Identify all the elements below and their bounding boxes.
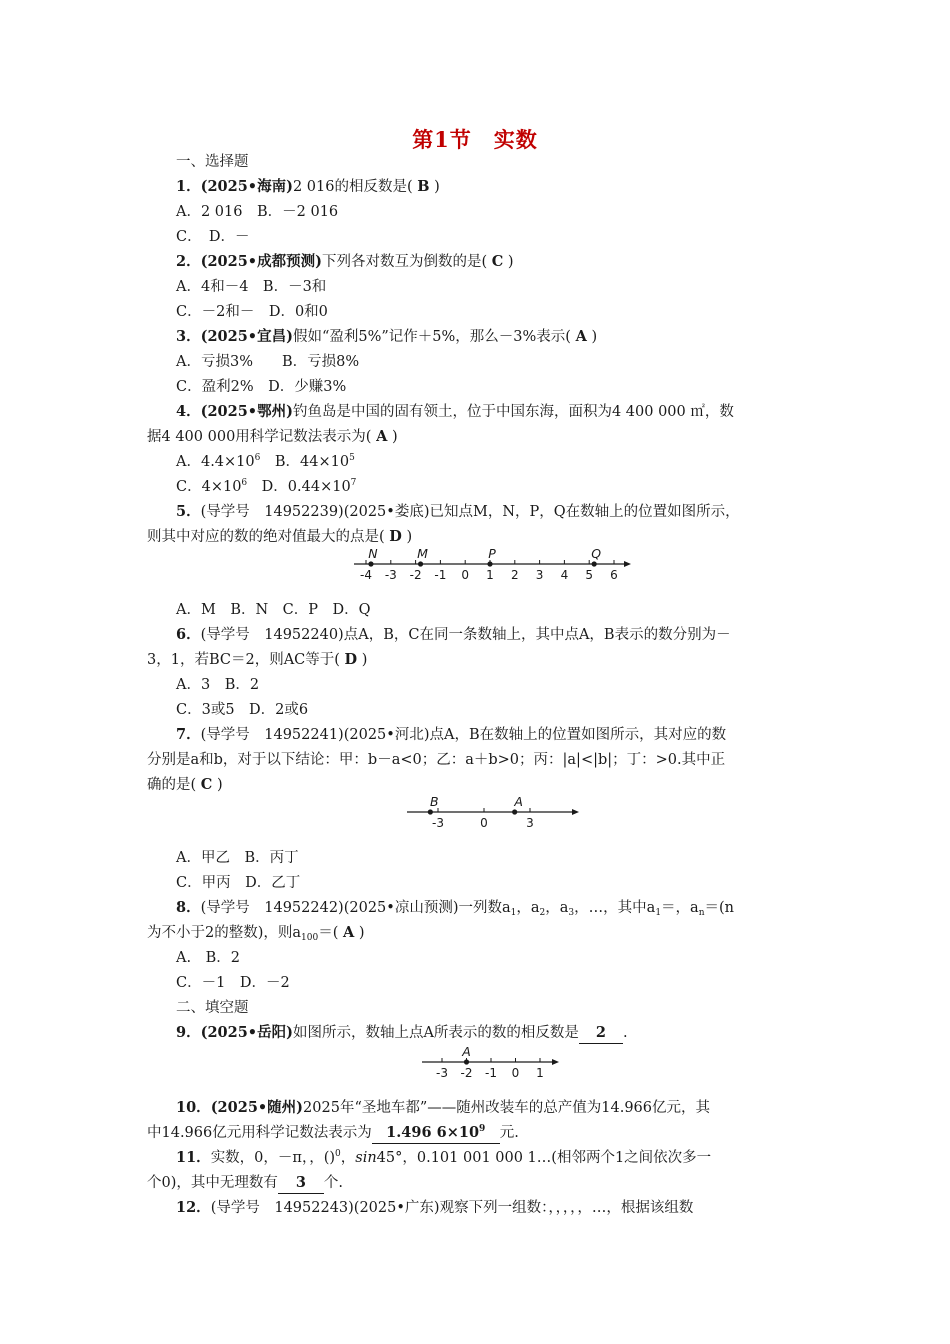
- question-10: [176, 1098, 710, 1118]
- question-5: [176, 502, 740, 522]
- question-number: 1．: [176, 178, 201, 195]
- tick-label: -1: [434, 568, 447, 582]
- subscript: 100: [301, 933, 319, 943]
- q7-options-ab: A．甲乙 B．丙丁: [176, 850, 299, 866]
- question-source: (2025•鄂州): [200, 403, 293, 420]
- tick-label: -3: [436, 1066, 448, 1080]
- answer: A: [575, 328, 587, 345]
- question-source: (导学号 14952240): [200, 627, 344, 643]
- stem-part: ＝(n: [704, 900, 734, 916]
- exponent: 7: [350, 478, 357, 488]
- point-label: A: [462, 1044, 471, 1059]
- question-source: (导学号 14952243)(2025•广东): [210, 1200, 440, 1216]
- question-source: (2025•宜昌): [200, 328, 293, 345]
- question-source: (导学号 14952239)(2025•娄底): [200, 504, 430, 520]
- exponent: 9: [479, 1124, 486, 1134]
- period: .: [622, 1025, 628, 1041]
- q8-options-cd: C．－1 D．－2: [176, 975, 290, 991]
- question-7: [176, 725, 726, 745]
- stem-part: ，…，其中a: [574, 900, 656, 916]
- axis-arrow: [624, 561, 631, 567]
- option-b: B．44×10: [260, 454, 350, 470]
- exponent: 5: [349, 453, 355, 463]
- q2-options-ab: A．4和－4 B．－3和: [176, 279, 327, 295]
- q1-options-cd: C． D．－: [176, 229, 250, 245]
- q6-options-ab: A．3 B．2: [176, 677, 260, 693]
- question-stem: 确的是(: [147, 777, 197, 793]
- unit: 个.: [323, 1175, 343, 1191]
- tick-label: 3: [526, 816, 534, 830]
- paren-close: ): [434, 179, 440, 195]
- question-10-cont: [147, 1123, 519, 1144]
- question-number: 7．: [176, 726, 201, 743]
- question-stem: 点A，B在数轴上的位置如图所示，其对应的数: [429, 727, 727, 743]
- question-2: [176, 252, 514, 272]
- point-label: P: [488, 546, 496, 561]
- question-stem: 观察下列一组数：，，，，，…，根据该组数: [439, 1200, 694, 1216]
- question-12: [176, 1198, 693, 1218]
- q3-options-cd: C．盈利2% D．少赚3%: [176, 379, 347, 395]
- tick-label: 1: [536, 1066, 544, 1080]
- page-title: 第1节 实数: [412, 127, 538, 152]
- question-number: 8．: [176, 899, 201, 916]
- stem-part: 45°，0.101 001 000 1…(相邻两个1之间依次多一: [376, 1150, 712, 1166]
- question-7-cont2: [147, 775, 223, 795]
- question-stem: 中14.966亿元用科学记数法表示为: [147, 1125, 372, 1141]
- tick-label: 0: [480, 816, 488, 830]
- tick-label: -2: [409, 568, 422, 582]
- tick-label: 0: [511, 1066, 520, 1080]
- question-stem: 据4 400 000用科学记数法表示为(: [147, 429, 372, 445]
- number-line-q7: [405, 792, 580, 832]
- stem-part: 为不小于2的整数)，则a: [147, 925, 302, 941]
- question-8-cont: [147, 923, 365, 943]
- stem-part: ＝，a: [661, 900, 699, 916]
- question-source: (导学号 14952241)(2025•河北): [200, 727, 430, 743]
- tick-label: 6: [610, 568, 618, 582]
- q2-options-cd: C．－2和－ D．0和0: [176, 304, 328, 320]
- question-source: (2025•成都预测): [200, 253, 322, 270]
- paren-close: ): [591, 329, 598, 345]
- question-number: 6．: [176, 626, 201, 643]
- answer-blank: 3: [278, 1173, 324, 1194]
- option-c: C．4×10: [176, 479, 242, 495]
- number-line-q5: [352, 544, 632, 584]
- point-label: Q: [591, 546, 602, 561]
- exponent: 0: [335, 1149, 341, 1159]
- unit: 元.: [499, 1125, 519, 1141]
- subscript: 3: [568, 908, 575, 918]
- question-stem: 钓鱼岛是中国的固有领土，位于中国东海，面积为4 400 000 ㎡，数: [292, 404, 734, 420]
- option-d: D．0.44×10: [247, 479, 351, 495]
- question-stem: 则其中对应的数的绝对值最大的点是(: [147, 529, 385, 545]
- tick-label: 0: [461, 568, 470, 582]
- axis-arrow: [552, 1059, 559, 1065]
- exponent: 6: [254, 453, 261, 463]
- sin-function: sin: [355, 1150, 377, 1166]
- question-source: (2025•随州): [210, 1099, 304, 1116]
- tick-label: 3: [535, 568, 544, 582]
- paren-close: ): [391, 429, 398, 445]
- question-stem: 3，1，若BC＝2，则AC等于(: [147, 652, 340, 668]
- answer-blank: [372, 1123, 500, 1144]
- stem-part: ＝(: [318, 925, 339, 941]
- axis-arrow: [572, 809, 579, 815]
- question-number: 11．: [176, 1149, 211, 1166]
- paren-close: ): [358, 925, 365, 941]
- stem-part: ，a: [545, 900, 569, 916]
- answer-blank: 2: [579, 1023, 623, 1044]
- number-line-q9: [420, 1040, 560, 1082]
- question-8: [176, 898, 734, 918]
- q6-options-cd: C．3或5 D．2或6: [176, 702, 309, 718]
- question-stem: 个0)，其中无理数有: [147, 1175, 278, 1191]
- answer: 1.496 6×10: [386, 1124, 480, 1141]
- question-number: 2．: [176, 253, 201, 270]
- question-6-cont: [147, 650, 367, 670]
- tick-label: -1: [485, 1066, 497, 1080]
- question-stem: 下列各对数互为倒数的是(: [321, 254, 488, 270]
- question-number: 4．: [176, 403, 201, 420]
- question-11: [176, 1148, 711, 1168]
- question-stem: 已知点M，N，P，Q在数轴上的位置如图所示，: [429, 504, 740, 520]
- q7-options-cd: C．甲丙 D．乙丁: [176, 875, 301, 891]
- point-marker: [464, 1059, 469, 1064]
- stem-part: ，: [340, 1150, 356, 1166]
- question-1: [176, 177, 440, 197]
- paren-close: ): [361, 652, 368, 668]
- point-marker: [487, 561, 492, 566]
- answer: B: [417, 178, 430, 195]
- question-11-cont: [147, 1173, 343, 1194]
- stem-part: 实数，0，－π，，(): [210, 1150, 336, 1166]
- question-7-cont: 分别是a和b，对于以下结论：甲：b－a<0；乙：a＋b>0；丙：|a|<|b|；丁：>0.其中正: [147, 752, 726, 768]
- subscript: 2: [539, 908, 546, 918]
- q8-options-ab: A. B．2: [176, 950, 240, 966]
- tick-label: -3: [432, 816, 444, 830]
- question-number: 5．: [176, 503, 201, 520]
- subscript: 1: [510, 908, 517, 918]
- tick-label: 5: [585, 568, 594, 582]
- question-4-cont: [147, 427, 398, 447]
- tick-label: 2: [510, 568, 519, 582]
- answer: A: [343, 924, 355, 941]
- subscript: n: [698, 908, 705, 918]
- paren-close: ): [507, 254, 514, 270]
- section-heading-fill: 二、填空题: [176, 1000, 249, 1016]
- option-a: A．4.4×10: [176, 454, 255, 470]
- tick-label: -4: [360, 568, 372, 582]
- point-label: N: [368, 546, 378, 561]
- question-source: (导学号 14952242)(2025•凉山预测): [200, 900, 459, 916]
- question-stem: 2 016的相反数是(: [292, 179, 413, 195]
- point-label: B: [430, 794, 439, 809]
- answer: C: [200, 776, 213, 793]
- question-stem: 点A，B，C在同一条数轴上，其中点A，B表示的数分别为－: [343, 627, 731, 643]
- point-marker: [428, 809, 433, 814]
- exponent: 6: [241, 478, 248, 488]
- question-stem: 假如“盈利5%”记作＋5%，那么－3%表示(: [292, 329, 571, 345]
- question-number: 12．: [176, 1199, 211, 1216]
- question-source: (2025•岳阳): [200, 1024, 293, 1041]
- q4-options-ab: [176, 452, 355, 472]
- stem-part: ，a: [516, 900, 540, 916]
- q5-options: A．M B．N C．P D．Q: [176, 602, 371, 618]
- question-source: (2025•海南): [200, 178, 293, 195]
- tick-label: -3: [384, 568, 397, 582]
- point-label: A: [514, 794, 523, 809]
- tick-label: 1: [486, 568, 494, 582]
- question-stem: 2025年“圣地车都”——随州改装车的总产值为14.966亿元，其: [303, 1100, 711, 1116]
- answer: C: [491, 253, 504, 270]
- point-marker: [592, 561, 597, 566]
- question-4: [176, 402, 734, 422]
- point-label: M: [417, 546, 428, 561]
- tick-label: 4: [560, 568, 569, 582]
- question-number: 3．: [176, 328, 201, 345]
- paren-close: ): [406, 529, 413, 545]
- point-marker: [368, 561, 373, 566]
- q4-options-cd: [176, 477, 356, 497]
- stem-part: 一列数a: [458, 900, 511, 916]
- question-3: [176, 327, 597, 347]
- point-marker: [512, 809, 517, 814]
- answer: A: [376, 428, 388, 445]
- question-number: 9．: [176, 1024, 201, 1041]
- point-marker: [418, 561, 423, 566]
- question-6: [176, 625, 731, 645]
- answer: D: [344, 651, 358, 668]
- q3-options-ab: A．亏损3% B．亏损8%: [176, 354, 360, 370]
- tick-label: -2: [460, 1066, 473, 1080]
- q1-options-ab: A．2 016 B．－2 016: [176, 204, 339, 220]
- subscript: 1: [655, 908, 662, 918]
- section-heading-choice: 一、选择题: [176, 154, 249, 170]
- paren-close: ): [216, 777, 223, 793]
- question-number: 10．: [176, 1099, 211, 1116]
- question-stem: 如图所示，数轴上点A所表示的数的相反数是: [292, 1025, 579, 1041]
- answer: D: [389, 528, 402, 545]
